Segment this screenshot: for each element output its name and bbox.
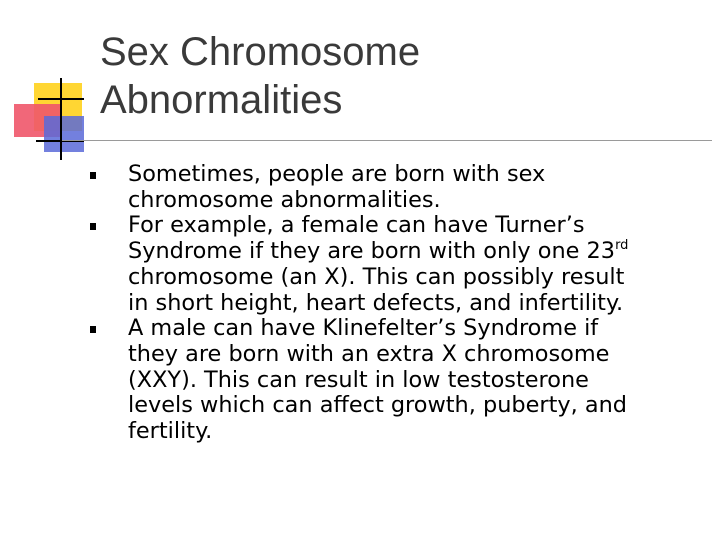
slide-title [100,28,660,124]
decorative-horizontal-line [38,98,84,100]
decorative-vertical-line [60,78,62,160]
ordinal-suffix: rd [615,238,629,254]
bullet-line: (XXY). This can result in low testosterone [128,366,589,393]
bullet-item [90,162,700,213]
bullet-item [90,213,700,316]
square-bullet-icon [90,172,96,179]
title-line: Sex Chromosome [100,30,421,74]
bullet-line: chromosome (an X). This can possibly result [128,263,625,290]
square-bullet-icon [90,326,96,333]
title-line: Abnormalities [100,78,343,122]
bullet-line: A male can have Klinefelter’s Syndrome if [128,315,599,342]
decorative-blue-square [44,116,84,152]
bullet-line: For example, a female can have Turner’s [128,212,585,239]
bullet-line: in short height, heart defects, and infertility. [128,289,624,316]
bullet-line-text: Syndrome if they are born with only one 23 [128,238,616,265]
bullet-line: chromosome abnormalities. [128,186,441,213]
bullet-line: they are born with an extra X chromosome [128,340,610,367]
bullet-line [128,239,700,265]
bullet-line: levels which can affect growth, puberty, and [128,392,627,419]
title-underline-rule [62,140,712,141]
bullet-item [90,316,700,445]
bullet-list [90,162,700,445]
square-bullet-icon [90,223,96,230]
bullet-line: Sometimes, people are born with sex [128,161,546,187]
bullet-line: fertility. [128,418,213,445]
